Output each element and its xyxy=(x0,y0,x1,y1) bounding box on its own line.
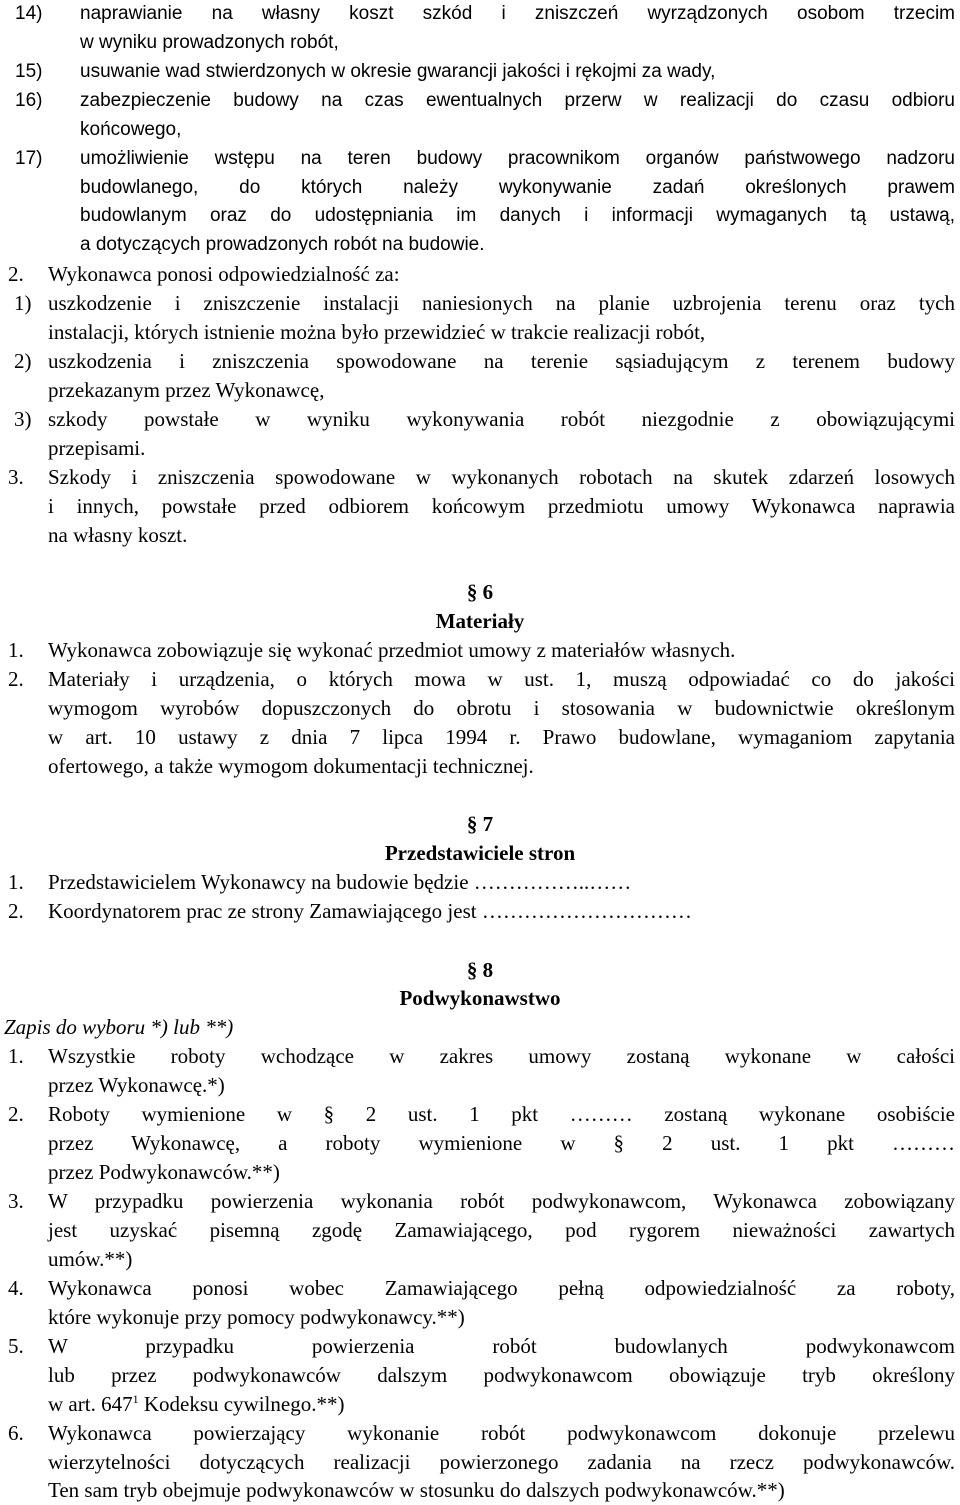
section-title: Podwykonawstwo xyxy=(399,986,561,1010)
list-item-line-with-superscript xyxy=(48,1392,344,1418)
list-number: 1. xyxy=(8,1044,24,1068)
superscript-number: 1 xyxy=(132,1392,139,1406)
selection-note: Zapis do wyboru *) lub **) xyxy=(4,1015,234,1039)
list-number: 5. xyxy=(8,1334,24,1358)
list-number: 2. xyxy=(8,1102,24,1126)
list-number: 6. xyxy=(8,1421,24,1445)
list-item-line: umów.**) xyxy=(48,1247,133,1271)
list-item-line: przez Wykonawcę, a roboty wymienione w § 2 ust. 1 pkt ……… xyxy=(48,1131,955,1155)
list-item-line: umożliwienie wstępu na teren budowy pracownikom organów państwowego nadzoru xyxy=(80,148,955,169)
section-title: Przedstawiciele stron xyxy=(384,841,576,865)
list-item-line: lub przez podwykonawców dalszym podwykonawcom obowiązuje tryb określony xyxy=(48,1363,955,1387)
article-reference: w art. 647 xyxy=(48,1392,133,1416)
list-item-line: Materiały i urządzenia, o których mowa w ust. 1, muszą odpowiadać co do jakości xyxy=(48,667,955,691)
list-item-line: końcowego, xyxy=(80,119,182,140)
list-number: 17) xyxy=(15,148,43,169)
list-item-line: ofertowego, a także wymogom dokumentacji technicznej. xyxy=(48,754,534,778)
list-item-line: W przypadku powierzenia wykonania robót podwykonawcom, Wykonawca zobowiązany xyxy=(48,1189,955,1213)
list-item-line: Wykonawca zobowiązuje się wykonać przedmiot umowy z materiałów własnych. xyxy=(48,638,736,662)
list-item-line: wierzytelności dotyczących realizacji powierzonego zadania na rzecz podwykonawców. xyxy=(48,1450,955,1474)
section-number: § 6 xyxy=(466,580,494,604)
list-item-line: usuwanie wad stwierdzonych w okresie gwarancji jakości i rękojmi za wady, xyxy=(80,61,716,82)
list-item-line: budowlanego, do których należy wykonywanie zadań określonych prawem xyxy=(80,177,955,198)
list-item-line: w wyniku prowadzonych robót, xyxy=(80,32,339,53)
paragraph-line: na własny koszt. xyxy=(48,523,188,547)
paragraph-intro: Wykonawca ponosi odpowiedzialność za: xyxy=(48,262,400,286)
list-item-line: a dotyczących prowadzonych robót na budowie. xyxy=(80,234,485,255)
list-number: 2. xyxy=(8,667,24,691)
list-item-line: uszkodzenia i zniszczenia spowodowane na terenie sąsiadującym z terenem budowy xyxy=(48,349,955,373)
list-number: 2) xyxy=(14,349,32,373)
list-item-line: Wykonawca ponosi wobec Zamawiającego pełną odpowiedzialność za roboty, xyxy=(48,1276,955,1300)
list-number: 14) xyxy=(15,3,43,24)
list-number: 3) xyxy=(14,407,32,431)
section-number: § 8 xyxy=(466,958,494,982)
list-item-line: przez Wykonawcę.*) xyxy=(48,1073,225,1097)
list-item-line: które wykonuje przy pomocy podwykonawcy.**) xyxy=(48,1305,465,1329)
list-number: 16) xyxy=(15,90,43,111)
list-item-line: W przypadku powierzenia robót budowlanych podwykonawcom xyxy=(48,1334,955,1358)
list-number: 1. xyxy=(8,638,24,662)
paragraph-number: 3. xyxy=(8,465,24,489)
list-number: 4. xyxy=(8,1276,24,1300)
list-item-line: Ten sam tryb obejmuje podwykonawców w stosunku do dalszych podwykonawców.**) xyxy=(48,1478,785,1502)
code-reference: Kodeksu cywilnego.**) xyxy=(138,1392,345,1416)
list-item-line: wymogom wyrobów dopuszczonych do obrotu i stosowania w budownictwie określonym xyxy=(48,696,955,720)
list-item-line: Przedstawicielem Wykonawcy na budowie będzie ……………..…… xyxy=(48,870,632,894)
list-number: 15) xyxy=(15,61,43,82)
list-item-line: Roboty wymienione w § 2 ust. 1 pkt ……… zostaną wykonane osobiście xyxy=(48,1102,955,1126)
list-item-line: instalacji, których istnienie można było przewidzieć w trakcie realizacji robót, xyxy=(48,320,706,344)
list-number: 1) xyxy=(14,291,32,315)
section-number: § 7 xyxy=(466,812,494,836)
list-item-line: zabezpieczenie budowy na czas ewentualnych przerw w realizacji do czasu odbioru xyxy=(80,90,955,111)
list-item-line: jest uzyskać pisemną zgodę Zamawiającego, pod rygorem nieważności zawartych xyxy=(48,1218,955,1242)
list-item-line: Koordynatorem prac ze strony Zamawiającego jest ………………………… xyxy=(48,899,692,923)
list-item-line: uszkodzenie i zniszczenie instalacji naniesionych na planie uzbrojenia terenu oraz tych xyxy=(48,291,955,315)
list-number: 1. xyxy=(8,870,24,894)
list-number: 2. xyxy=(8,899,24,923)
section-title: Materiały xyxy=(435,609,525,633)
list-item-line: przekazanym przez Wykonawcę, xyxy=(48,378,325,402)
list-item-line: przepisami. xyxy=(48,436,146,460)
paragraph-line: Szkody i zniszczenia spowodowane w wykonanych robotach na skutek zdarzeń losowych xyxy=(48,465,955,489)
paragraph-number: 2. xyxy=(8,262,24,286)
paragraph-line: i innych, powstałe przed odbiorem końcowym przedmiotu umowy Wykonawca naprawia xyxy=(48,494,955,518)
list-item-line: w art. 10 ustawy z dnia 7 lipca 1994 r. Prawo budowlane, wymaganiom zapytania xyxy=(48,725,955,749)
list-item-line: przez Podwykonawców.**) xyxy=(48,1160,280,1184)
list-number: 3. xyxy=(8,1189,24,1213)
list-item-line: Wszystkie roboty wchodzące w zakres umowy zostaną wykonane w całości xyxy=(48,1044,955,1068)
list-item-line: budowlanym oraz do udostępniania im danych i informacji wymaganych tą ustawą, xyxy=(80,205,955,226)
list-item-line: szkody powstałe w wyniku wykonywania robót niezgodnie z obowiązującymi xyxy=(48,407,955,431)
list-item-line: Wykonawca powierzający wykonanie robót podwykonawcom dokonuje przelewu xyxy=(48,1421,955,1445)
list-item-line: naprawianie na własny koszt szkód i zniszczeń wyrządzonych osobom trzecim xyxy=(80,3,955,24)
